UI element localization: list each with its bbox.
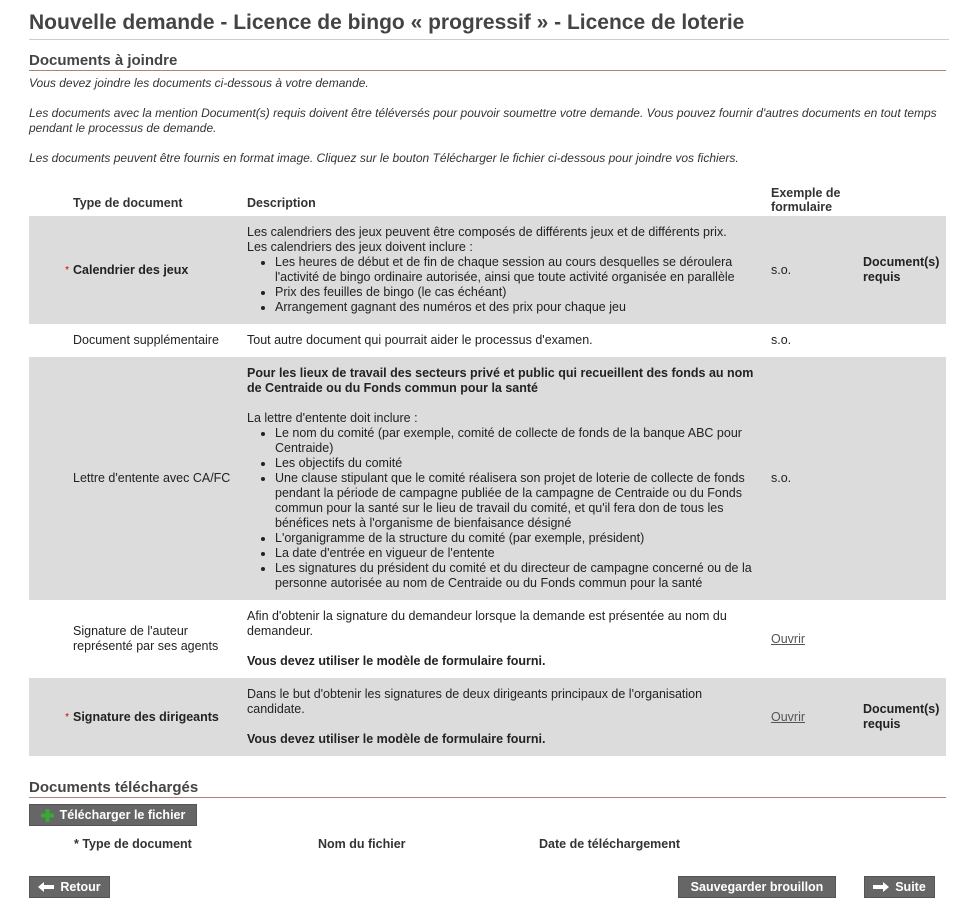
upload-file-label: Télécharger le fichier — [59, 808, 186, 822]
upload-file-button[interactable] — [29, 804, 197, 826]
documents-table — [29, 184, 946, 756]
description-line: Les calendriers des jeux doivent inclure : — [247, 240, 473, 254]
table-row — [29, 600, 946, 678]
open-form-link[interactable]: Ouvrir — [771, 631, 806, 646]
intro-text-1: Vous devez joindre les documents ci-dessous à votre demande. — [29, 76, 369, 90]
description-line: Dans le but d'obtenir les signatures de deux dirigeants principaux de l'organisation candidate. — [247, 687, 703, 716]
document-type: Document supplémentaire — [73, 333, 219, 347]
column-file-name: Nom du fichier — [318, 837, 406, 851]
list-item: • Les heures de début et de fin de chaque session au cours desquelles se déroulera l'activité de bingo ordinaire autorisée, ainsi que toute activité organisée en parallèle — [275, 255, 763, 285]
list-item: • Le nom du comité (par exemple, comité de collecte de fonds de la banque ABC pour Centraide) — [275, 426, 763, 456]
uploaded-documents-heading: Documents téléchargés — [29, 779, 946, 798]
page-title: Nouvelle demande - Licence de bingo « progressif » - Licence de loterie — [29, 11, 949, 40]
plus-icon — [41, 809, 54, 822]
document-description — [243, 216, 767, 324]
document-type: Calendrier des jeux — [69, 216, 243, 324]
intro-text-2: Les documents avec la mention Document(s) requis doivent être téléversés pour pouvoir soumettre votre demande. Vous pouvez fournir d'autres documents en tout temps pendant le processus de demande. — [29, 106, 937, 135]
table-row — [29, 357, 946, 600]
save-draft-button[interactable] — [678, 876, 836, 898]
document-description — [243, 600, 767, 678]
list-item: • Les signatures du président du comité et du directeur de campagne concerné ou de la personne autorisée au nom de Centraide ou du Fonds commun pour la santé — [275, 561, 763, 591]
header-document-type: Type de document — [73, 196, 183, 210]
description-line: Afin d'obtenir la signature du demandeur lorsque la demande est présentée au nom du demandeur. — [247, 609, 727, 638]
example-value: s.o. — [767, 357, 859, 600]
open-form-link[interactable]: Ouvrir — [771, 709, 806, 724]
required-label: Document(s) requis — [859, 216, 946, 324]
table-row — [29, 678, 946, 756]
example-cell — [767, 678, 859, 756]
arrow-right-icon — [873, 882, 889, 892]
description-bold: Vous devez utiliser le modèle de formulaire fourni. — [247, 654, 546, 668]
arrow-left-icon — [38, 882, 54, 892]
list-item: • Une clause stipulant que le comité réalisera son projet de loterie de collecte de fonds pendant la période de campagne publiée de la campagne de Centraide ou du Fonds commun pour la santé sur le lieu de travail du comité, et qu'il fera don de tous les bénéfices nets à l'organisme de bienfaisance désigné — [275, 471, 763, 531]
requirement-list — [247, 426, 763, 591]
intro-text-3: Les documents peuvent être fournis en format image. Cliquez sur le bouton Télécharger le fichier ci-dessous pour joindre vos fichiers. — [29, 151, 739, 165]
header-description: Description — [247, 196, 316, 210]
description-line: Les calendriers des jeux peuvent être composés de différents jeux et de différents prix. — [247, 225, 727, 239]
description-bold: Vous devez utiliser le modèle de formulaire fourni. — [247, 732, 546, 746]
list-item: • Les objectifs du comité — [275, 456, 763, 471]
required-star: * — [29, 216, 69, 324]
save-draft-label: Sauvegarder brouillon — [690, 880, 824, 894]
column-upload-date: Date de téléchargement — [539, 837, 681, 851]
required-label: Document(s) requis — [859, 678, 946, 756]
example-cell — [767, 600, 859, 678]
description-bold: Pour les lieux de travail des secteurs privé et public qui recueillent des fonds au nom de Centraide ou du Fonds commun pour la santé — [247, 366, 754, 395]
example-value: s.o. — [771, 333, 792, 347]
document-description: Tout autre document qui pourrait aider le processus d'examen. — [247, 333, 593, 347]
documents-to-attach-heading: Documents à joindre — [29, 52, 946, 71]
required-star: * — [29, 678, 69, 756]
table-header-row — [29, 184, 946, 216]
back-button[interactable] — [29, 876, 110, 898]
document-type: Lettre d'entente avec CA/FC — [69, 357, 243, 600]
list-item: • Prix des feuilles de bingo (le cas échéant) — [275, 285, 763, 300]
document-type: Signature des dirigeants — [69, 678, 243, 756]
next-button[interactable] — [864, 876, 935, 898]
example-value: s.o. — [767, 216, 859, 324]
document-description — [243, 678, 767, 756]
list-item: • Arrangement gagnant des numéros et des prix pour chaque jeu — [275, 300, 763, 315]
requirement-list — [247, 255, 763, 315]
list-item: • L'organigramme de la structure du comité (par exemple, président) — [275, 531, 763, 546]
back-label: Retour — [60, 880, 101, 894]
description-line: La lettre d'entente doit inclure : — [247, 411, 418, 425]
document-description — [243, 357, 767, 600]
table-row — [29, 324, 946, 357]
table-row — [29, 216, 946, 324]
next-label: Suite — [895, 880, 926, 894]
document-type: Signature de l'auteur représenté par ses agents — [73, 624, 219, 653]
list-item: • La date d'entrée en vigueur de l'entente — [275, 546, 763, 561]
column-document-type: * Type de document — [74, 837, 192, 851]
header-example-form: Exemple de formulaire — [771, 186, 841, 214]
